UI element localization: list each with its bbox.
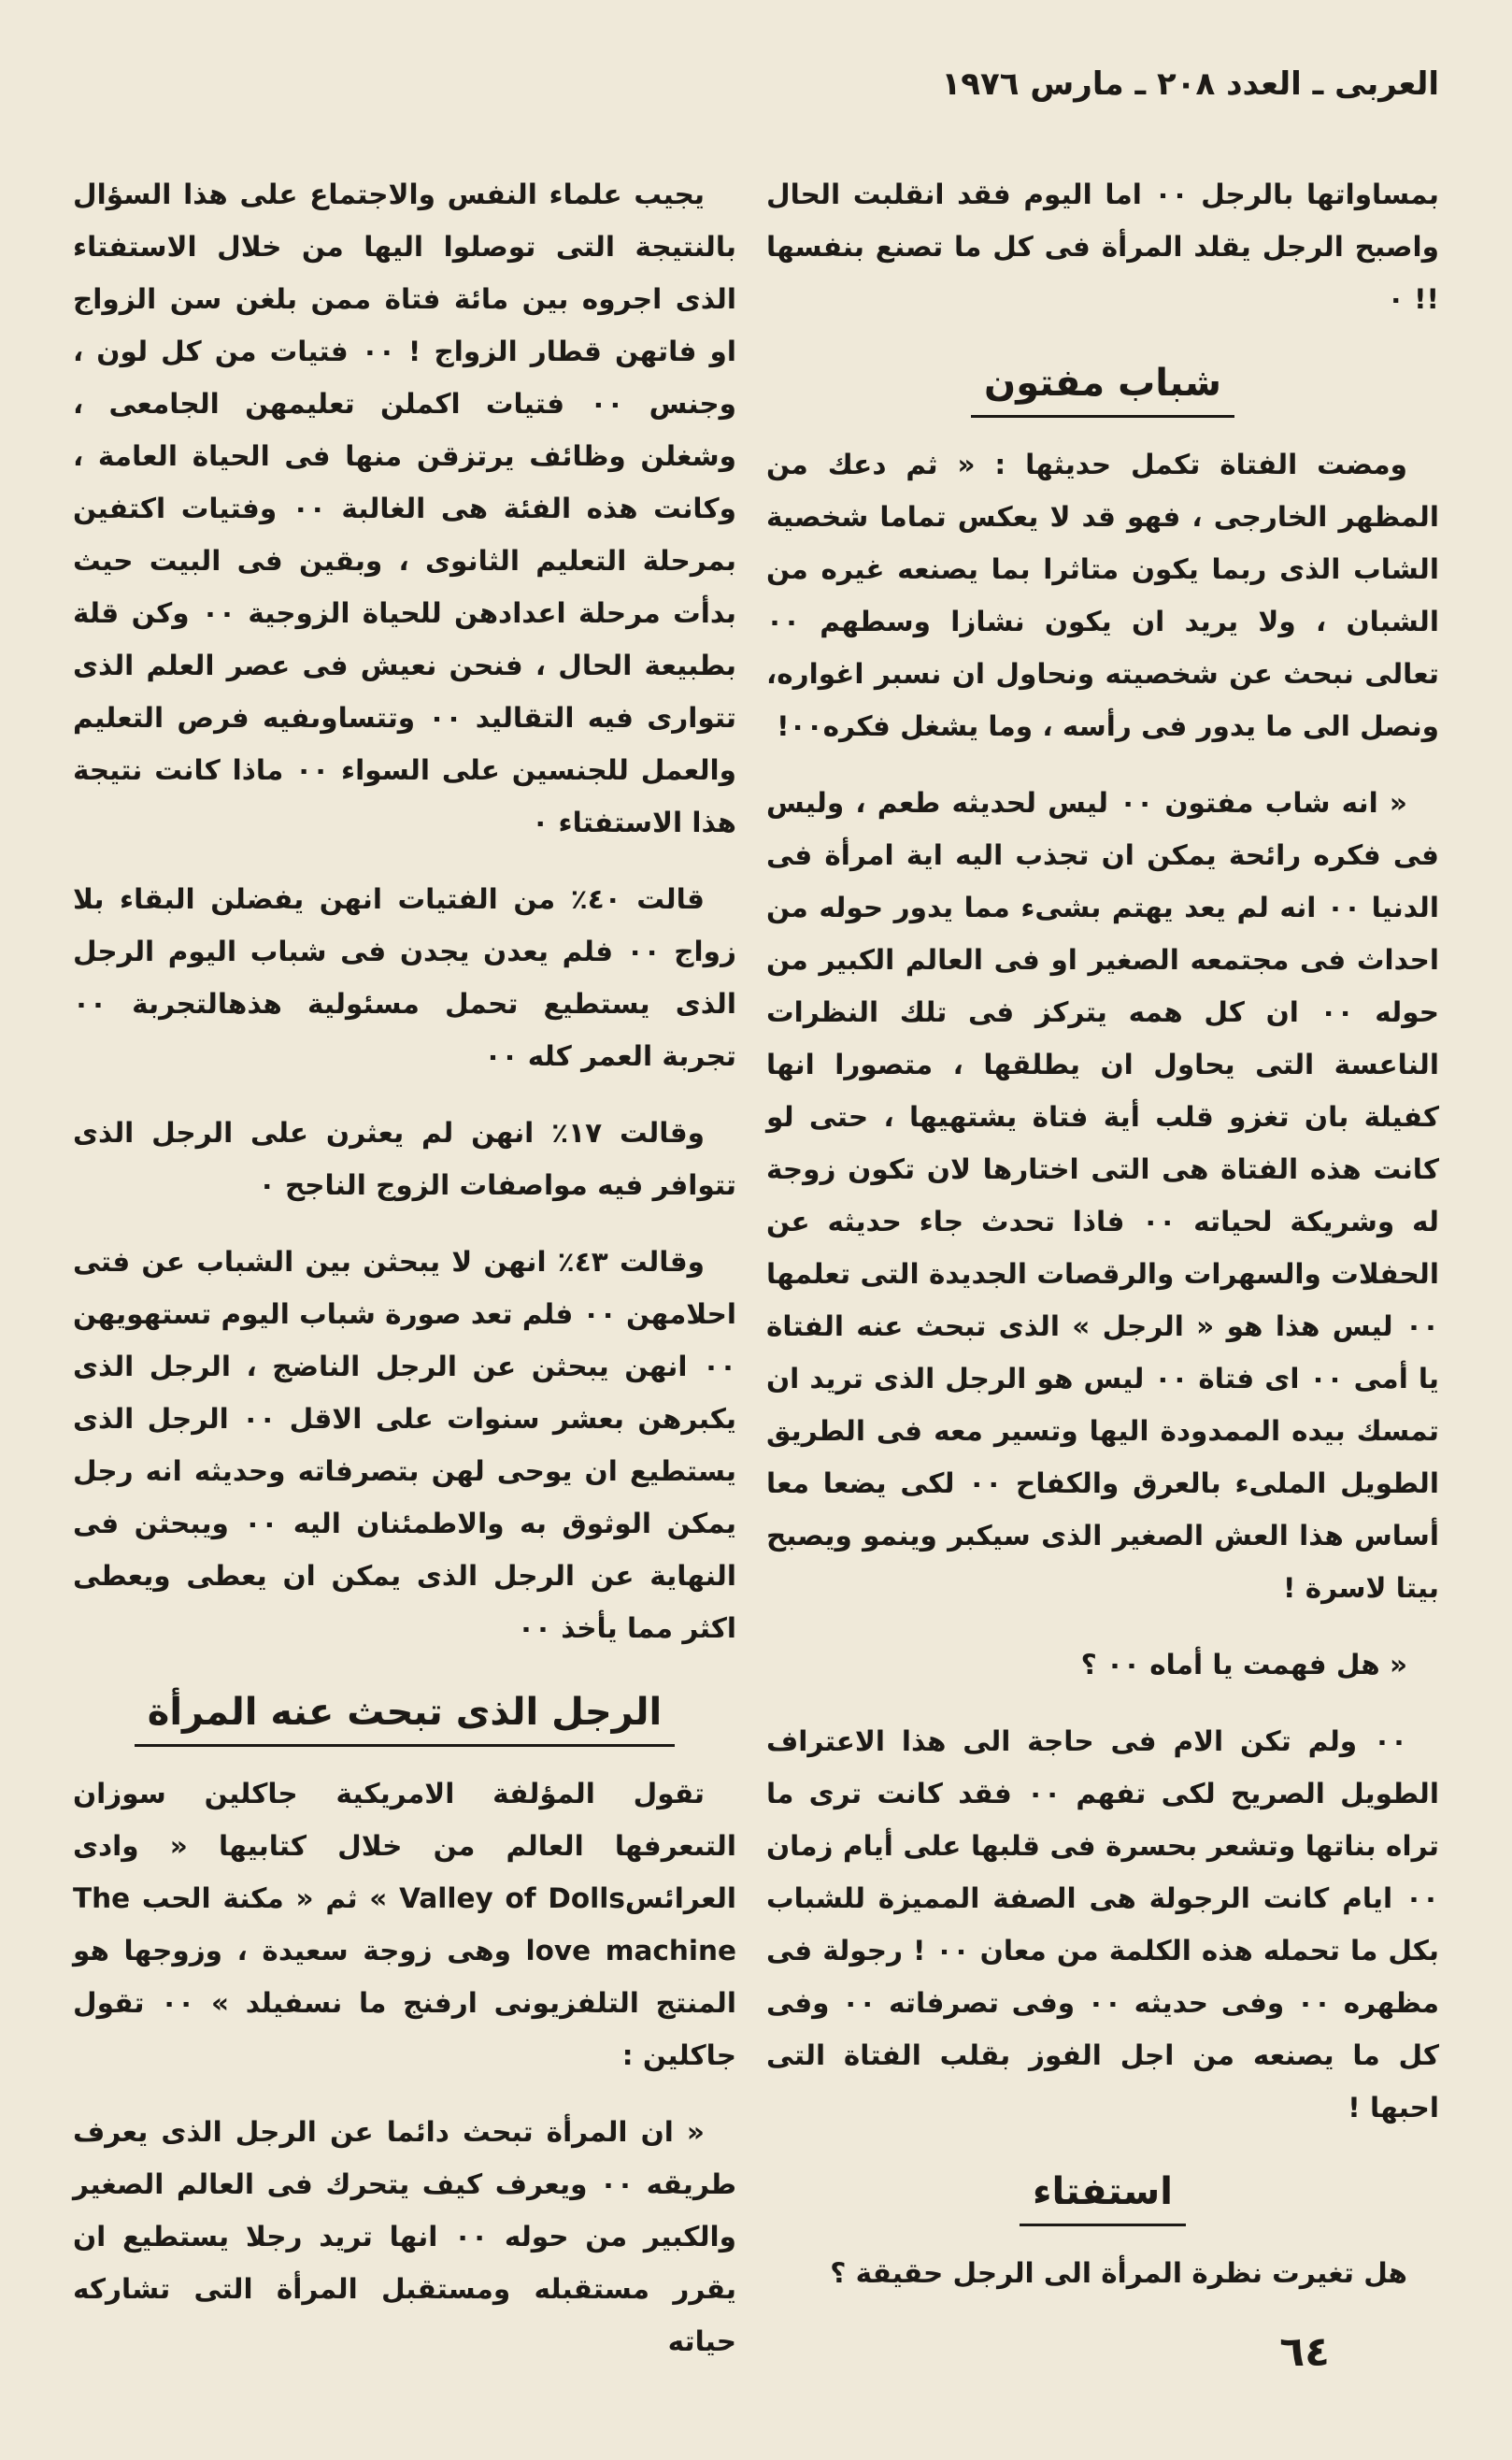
paragraph: هل تغيرت نظرة المرأة الى الرجل حقيقة ؟ (830, 2257, 1407, 2289)
right-column (766, 168, 1439, 2324)
paragraph: « ان المرأة تبحث دائما عن الرجل الذى يعرف طريقه ٠٠ ويعرف كيف يتحرك فى العالم الصغير والكبير من حوله ٠٠ انها تريد رجلا يستطيع ان يقرر مستقبله ومستقبل المرأة التى تشاركه حياته (73, 2116, 736, 2357)
left-column (73, 168, 736, 2392)
paragraph: « هل فهمت يا أماه ٠٠ ؟ (1080, 1649, 1407, 1681)
section-heading (766, 2166, 1439, 2226)
paragraph: يجيب علماء النفس والاجتماع على هذا السؤال بالنتيجة التى توصلوا اليها من خلال الاستفتاء الذى اجروه بين مائة فتاة ممن بلغن سن الزواج او فاتهن قطار الزواج ! ٠٠ فتيات من كل لون ، وجنس ٠٠ فتيات اكملن تعليمهن الجامعى ، وشغلن وظائف يرتزقن منها فى الحياة العامة ، وكانت هذه الفئة هى الغالبة ٠٠ وفتيات اكتفين بمرحلة التعليم الثانوى ، وبقين فى البيت حيث بدأت مرحلة اعدادهن للحياة الزوجية ٠٠ وكن قلة بطبيعة الحال ، فنحن نعيش فى عصر العلم الذى تتوارى فيه التقاليد ٠٠ وتتساوىفيه فرص التعليم والعمل للجنسين على السواء ٠٠ ماذا كانت نتيجة هذا الاستفتاء ٠ (73, 179, 737, 838)
section-heading (73, 1686, 736, 1747)
paragraph: قالت ٤٠٪ من الفتيات انهن يفضلن البقاء بلا زواج ٠٠ فلم يعدن يجدن فى شباب اليوم الرجل الذى يستطيع تحمل مسئولية هذهالتجربة ٠٠ تجربة العمر كله ٠٠ (73, 883, 736, 1072)
paragraph: تقول المؤلفة الامريكية جاكلين سوزان التىعرفها العالم من خلال كتابيها « وادى العرائسValley of Dolls » ثم « مكنة الحب The love machine وهى زوجة سعيدة ، وزوجها هو المنتج التلفزيونى ارفنج ما نسفيلد » ٠٠ تقول جاكلين : (73, 1778, 737, 2071)
section-heading-text: شباب مفتون (971, 357, 1234, 418)
running-header: العربى ـ العدد ٢٠٨ ـ مارس ١٩٧٦ (941, 65, 1439, 103)
page-number: ٦٤ (1279, 2328, 1330, 2376)
paragraph: ومضت الفتاة تكمل حديثها : « ثم دعك من المظهر الخارجى ، فهو قد لا يعكس تماما شخصية الشاب الذى ربما يكون متاثرا بما يصنعه غيره من الشبان ، ولا يريد ان يكون نشازا وسطهم ٠٠ تعالى نبحث عن شخصيته ونحاول ان نسبر اغواره، ونصل الى ما يدور فى رأسه ، وما يشغل فكره٠٠! (766, 449, 1439, 742)
paragraph: وقالت ١٧٪ انهن لم يعثرن على الرجل الذى تتوافر فيه مواصفات الزوج الناجح ٠ (73, 1117, 736, 1201)
paragraph: ٠٠ ولم تكن الام فى حاجة الى هذا الاعتراف الطويل الصريح لكى تفهم ٠٠ فقد كانت ترى ما تراه بناتها وتشعر بحسرة فى قلبها على أيام زمان ٠٠ ايام كانت الرجولة هى الصفة المميزة للشباب بكل ما تحمله هذه الكلمة من معان ٠٠ ! رجولة فى مظهره ٠٠ وفى حديثه ٠٠ وفى تصرفاته ٠٠ وفى كل ما يصنعه من اجل الفوز بقلب الفتاة التى احبها ! (766, 1725, 1440, 2124)
paragraph: وقالت ٤٣٪ انهن لا يبحثن بين الشباب عن فتى احلامهن ٠٠ فلم تعد صورة شباب اليوم تستهويهن ٠٠ انهن يبحثن عن الرجل الناضج ، الرجل الذى يكبرهن بعشر سنوات على الاقل ٠٠ الرجل الذى يستطيع ان يوحى لهن بتصرفاته وحديثه انه رجل يمكن الوثوق به والاطمئنان اليه ٠٠ ويبحثن فى النهاية عن الرجل الذى يمكن ان يعطى ويعطى اكثر مما يأخذ ٠٠ (73, 1246, 737, 1644)
section-heading-text: الرجل الذى تبحث عنه المرأة (135, 1686, 676, 1747)
section-heading-text: استفتاء (1020, 2166, 1186, 2226)
paragraph: بمساواتها بالرجل ٠٠ اما اليوم فقد انقلبت الحال واصبح الرجل يقلد المرأة فى كل ما تصنع بنفسها !! ٠ (766, 179, 1439, 315)
section-heading (766, 357, 1439, 418)
paragraph: « انه شاب مفتون ٠٠ ليس لحديثه طعم ، وليس فى فكره رائحة يمكن ان تجذب اليه اية امرأة فى الدنيا ٠٠ انه لم يعد يهتم بشىء مما يدور حوله من احداث فى مجتمعه الصغير او فى العالم الكبير من حوله ٠٠ ان كل همه يتركز فى تلك النظرات الناعسة التى يحاول ان يطلقها ، متصورا انها كفيلة بان تغزو قلب أية فتاة يشتهيها ، حتى لو كانت هذه الفتاة هى التى اختارها لان تكون زوجة له وشريكة لحياته ٠٠ فاذا تحدث جاء حديثه عن الحفلات والسهرات والرقصات الجديدة التى تعلمها ٠٠ ليس هذا هو « الرجل » الذى تبحث عنه الفتاة يا أمى ٠٠ اى فتاة ٠٠ ليس هو الرجل الذى تريد ان تمسك بيده الممدودة اليها وتسير معه فى الطريق الطويل الملىء بالعرق والكفاح ٠٠ لكى يضعا معا أساس هذا العش الصغير الذى سيكبر وينمو ويصبح بيتا لاسرة ! (766, 787, 1440, 1604)
